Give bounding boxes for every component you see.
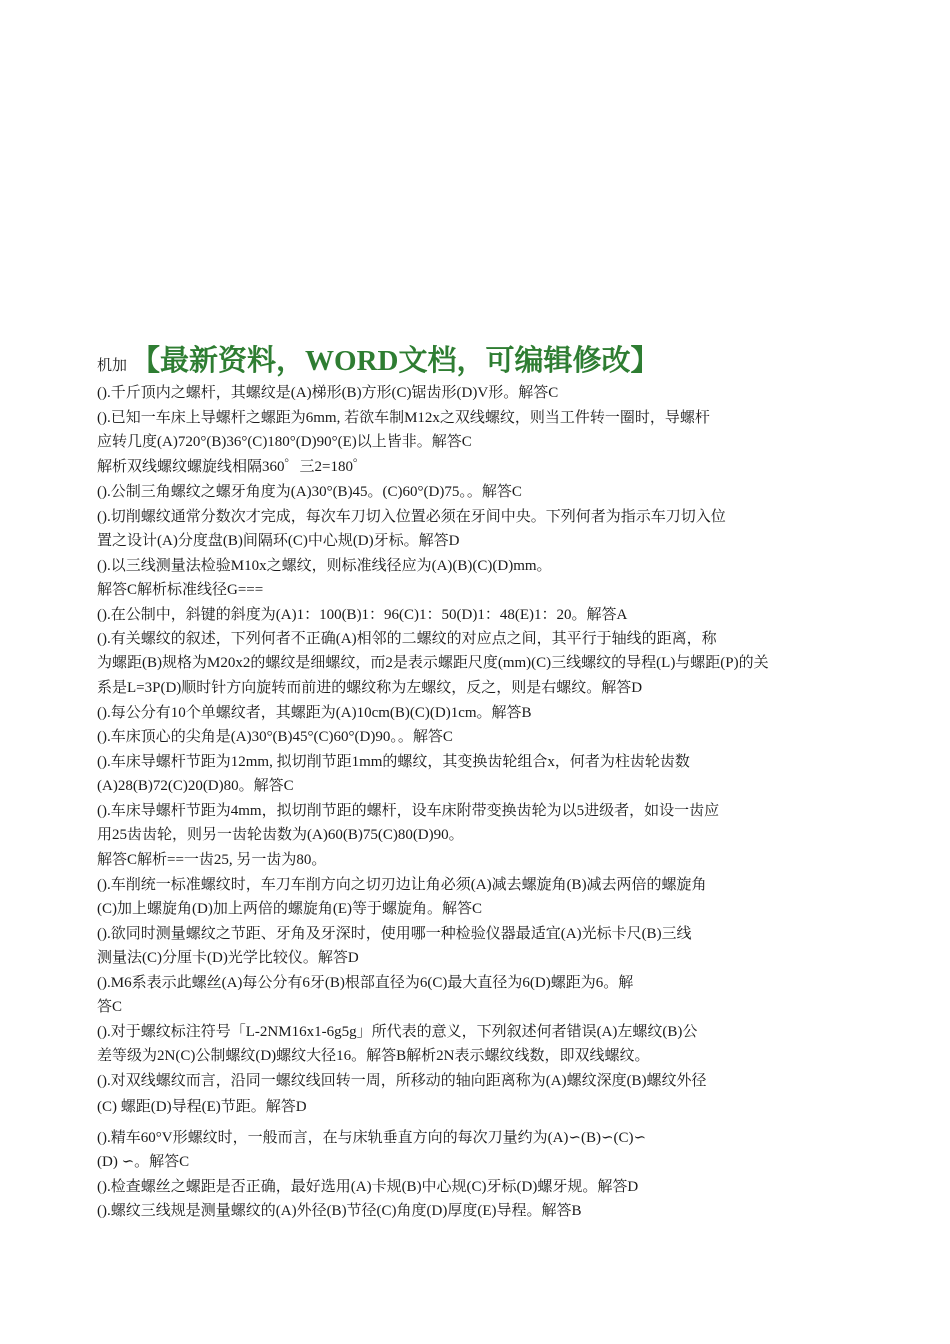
text-line: 置之设计(A)分度盘(B)间隔环(C)中心规(D)牙标。解答D xyxy=(97,533,460,549)
text-line: ().已知一车床上导螺杆之螺距为6mm, 若欲车制M12x之双线螺纹，则当工件转一圈时，导螺杆 xyxy=(97,410,710,426)
text-line: 为螺距(B)规格为M20x2的螺纹是细螺纹，而2是表示螺距尺度(mm)(C)三线螺纹的导程(L)与螺距(P)的关 xyxy=(97,655,769,671)
text-line: 测量法(C)分厘卡(D)光学比较仪。解答D xyxy=(97,950,359,966)
text-line: ().M6系表示此螺丝(A)每公分有6牙(B)根部直径为6(C)最大直径为6(D)螺距为6。解 xyxy=(97,975,634,991)
text-line: (C) 螺距(D)导程(E)节距。解答D xyxy=(97,1099,307,1115)
document-title: 【最新资料，WORD文档，可编辑修改】 xyxy=(131,345,660,377)
text-line: ().精车60°V形螺纹时，一般而言，在与床轨垂直方向的每次刀量约为(A)∽(B)∽(C)∽ xyxy=(97,1130,647,1146)
text-line: ().对双线螺纹而言，沿同一螺纹线回转一周，所移动的轴向距离称为(A)螺纹深度(B)螺纹外径 xyxy=(97,1073,707,1089)
text-line: 系是L=3P(D)顺时针方向旋转而前进的螺纹称为左螺纹，反之，则是右螺纹。解答D xyxy=(97,680,643,696)
text-line: ().车床导螺杆节距为12mm, 拟切削节距1mm的螺纹，其变换齿轮组合x，何者为柱齿轮齿数 xyxy=(97,754,690,770)
text-line: (D) ∽。解答C xyxy=(97,1154,190,1170)
text-line: ().以三线测量法检验M10x之螺纹，则标准线径应为(A)(B)(C)(D)mm。 xyxy=(97,558,552,574)
text-line: ().车床导螺杆节距为4mm，拟切削节距的螺杆，设车床附带变换齿轮为以5进级者，如设一齿应 xyxy=(97,803,720,819)
text-line: ().检查螺丝之螺距是否正确，最好选用(A)卡规(B)中心规(C)牙标(D)螺牙规。解答D xyxy=(97,1179,639,1195)
text-line: 解答C解析标准线径G=== xyxy=(97,582,264,598)
text-line: ().车削统一标准螺纹时，车刀车削方向之切刃边让角必须(A)减去螺旋角(B)减去两倍的螺旋角 xyxy=(97,877,707,893)
text-line: (A)28(B)72(C)20(D)80。解答C xyxy=(97,778,294,794)
text-line: 解答C解析==一齿25, 另一齿为80。 xyxy=(97,852,327,868)
text-line: ().公制三角螺纹之螺牙角度为(A)30°(B)45。(C)60°(D)75。。解答C xyxy=(97,484,522,500)
text-line: ().有关螺纹的叙述，下列何者不正确(A)相邻的二螺纹的对应点之间，其平行于轴线的距离，称 xyxy=(97,631,717,647)
text-line: 解析双线螺纹螺旋线相隔360゜三2=180゜ xyxy=(97,459,368,475)
text-line: ().切削螺纹通常分数次才完成，每次车刀切入位置必须在牙间中央。下列何者为指示车刀切入位 xyxy=(97,509,726,525)
text-line: 用25齿齿轮，则另一齿轮齿数为(A)60(B)75(C)80(D)90。 xyxy=(97,827,464,843)
text-line: ().每公分有10个单螺纹者，其螺距为(A)10cm(B)(C)(D)1cm。解答B xyxy=(97,705,532,721)
text-line: (C)加上螺旋角(D)加上两倍的螺旋角(E)等于螺旋角。解答C xyxy=(97,901,482,917)
text-line: ().欲同时测量螺纹之节距、牙角及牙深时，使用哪一种检验仪器最适宜(A)光标卡尺(B)三线 xyxy=(97,926,692,942)
text-line: ().在公制中，斜键的斜度为(A)1：100(B)1：96(C)1：50(D)1：48(E)1：20。解答A xyxy=(97,607,628,623)
title-row xyxy=(97,338,659,379)
text-line: ().车床顶心的尖角是(A)30°(B)45°(C)60°(D)90。。解答C xyxy=(97,729,453,745)
text-line: 应转几度(A)720°(B)36°(C)180°(D)90°(E)以上皆非。解答C xyxy=(97,434,472,450)
text-line: 差等级为2N(C)公制螺纹(D)螺纹大径16。解答B解析2N表示螺纹线数，即双线螺纹。 xyxy=(97,1048,650,1064)
text-line: ().螺纹三线规是测量螺纹的(A)外径(B)节径(C)角度(D)厚度(E)导程。解答B xyxy=(97,1203,582,1219)
title-prefix: 机加 xyxy=(97,358,128,374)
text-line: ().千斤顶内之螺杆，其螺纹是(A)梯形(B)方形(C)锯齿形(D)V形。解答C xyxy=(97,385,559,401)
text-line: ().对于螺纹标注符号「L-2NM16x1-6g5g」所代表的意义，下列叙述何者错误(A)左螺纹(B)公 xyxy=(97,1024,698,1040)
text-line: 答C xyxy=(97,999,123,1015)
